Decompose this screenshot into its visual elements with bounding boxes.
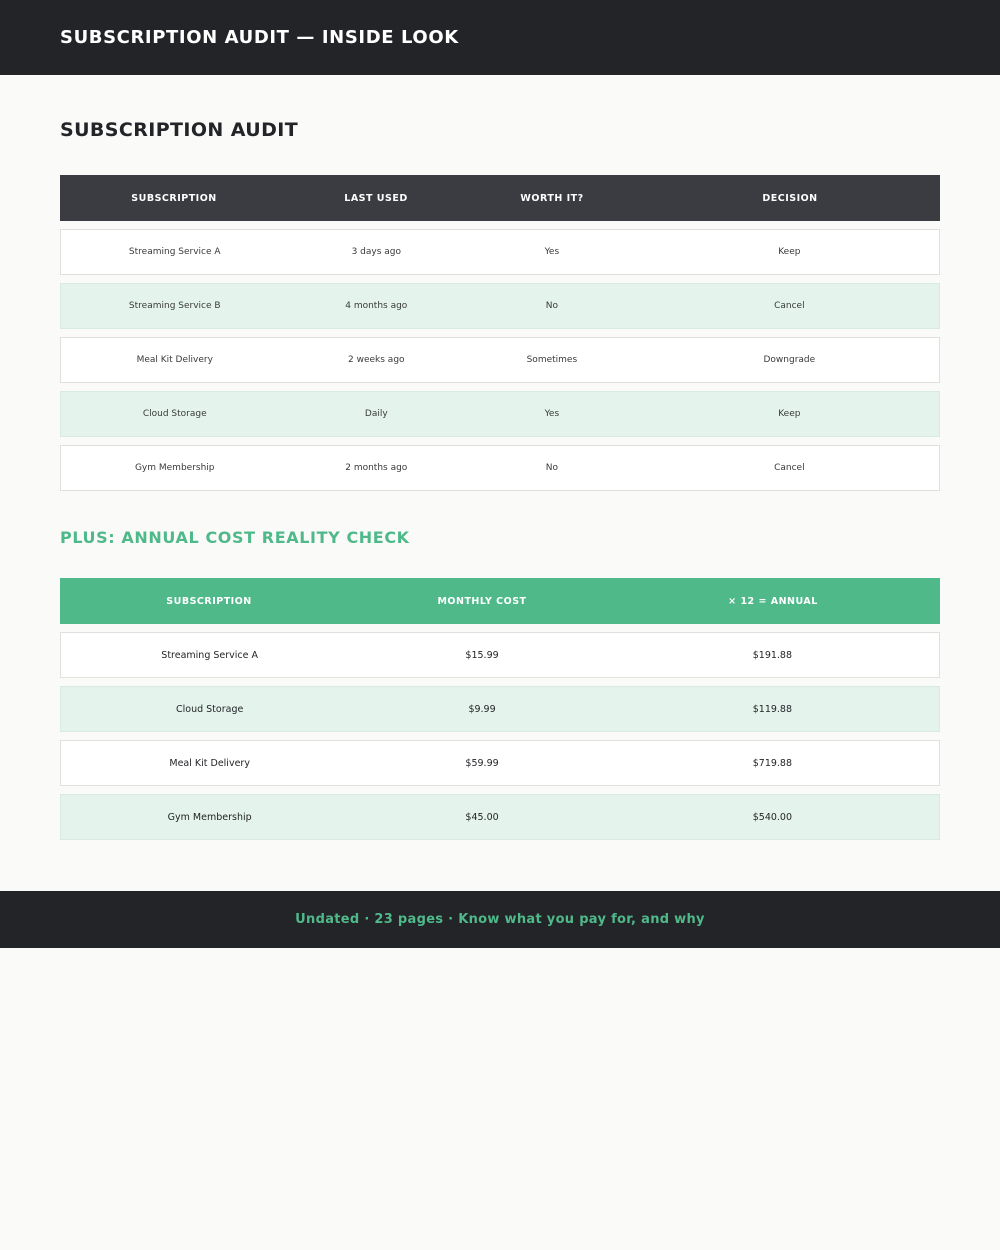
col-header-annual-cost: × 12 = ANNUAL bbox=[728, 595, 818, 607]
col-header-decision: DECISION bbox=[762, 192, 818, 204]
col-header-subscription: SUBSCRIPTION bbox=[131, 192, 217, 204]
cell-worth-it: Sometimes bbox=[526, 355, 578, 365]
cell-subscription: Gym Membership bbox=[167, 811, 252, 823]
cell-last-used: 2 months ago bbox=[345, 463, 408, 473]
cell-monthly-cost: $9.99 bbox=[468, 703, 496, 715]
cell-decision: Keep bbox=[778, 409, 801, 419]
cell-last-used: Daily bbox=[364, 409, 388, 419]
table-row bbox=[60, 337, 940, 383]
table-row bbox=[60, 283, 940, 329]
cell-subscription: Cloud Storage bbox=[142, 409, 207, 419]
table-row bbox=[60, 740, 940, 786]
table-row bbox=[60, 794, 940, 840]
cell-annual-cost: $540.00 bbox=[752, 811, 793, 823]
annual-cost-table-header bbox=[60, 578, 940, 624]
cell-decision: Cancel bbox=[774, 463, 805, 473]
audit-section-title: SUBSCRIPTION AUDIT bbox=[60, 119, 299, 141]
cell-worth-it: No bbox=[545, 463, 558, 473]
col-header-last-used: LAST USED bbox=[344, 192, 408, 204]
col-header-monthly-cost: MONTHLY COST bbox=[437, 595, 527, 607]
audit-table-header bbox=[60, 175, 940, 221]
table-row bbox=[60, 686, 940, 732]
col-header-subscription: SUBSCRIPTION bbox=[166, 595, 252, 607]
cell-last-used: 4 months ago bbox=[345, 301, 408, 311]
cell-subscription: Gym Membership bbox=[134, 463, 215, 473]
cell-annual-cost: $119.88 bbox=[752, 703, 793, 715]
cell-monthly-cost: $15.99 bbox=[465, 649, 499, 661]
cell-subscription: Cloud Storage bbox=[176, 703, 244, 715]
audit-table bbox=[60, 175, 940, 491]
cell-subscription: Streaming Service A bbox=[128, 247, 221, 257]
cell-worth-it: Yes bbox=[544, 409, 560, 419]
footer-text: Undated · 23 pages · Know what you pay for, and why bbox=[295, 912, 705, 927]
annual-cost-table bbox=[60, 578, 940, 840]
cell-monthly-cost: $45.00 bbox=[465, 811, 499, 823]
cell-monthly-cost: $59.99 bbox=[465, 757, 499, 769]
annual-cost-section-title: PLUS: ANNUAL COST REALITY CHECK bbox=[60, 528, 410, 547]
cell-last-used: 2 weeks ago bbox=[348, 355, 405, 365]
table-row bbox=[60, 229, 940, 275]
cell-worth-it: No bbox=[545, 301, 558, 311]
col-header-worth-it: WORTH IT? bbox=[520, 192, 584, 204]
cell-worth-it: Yes bbox=[544, 247, 560, 257]
cell-subscription: Streaming Service B bbox=[128, 301, 221, 311]
cell-decision: Downgrade bbox=[763, 355, 816, 365]
top-header bbox=[0, 0, 1000, 75]
cell-decision: Keep bbox=[778, 247, 801, 257]
cell-decision: Cancel bbox=[774, 301, 805, 311]
cell-annual-cost: $191.88 bbox=[752, 649, 793, 661]
cell-subscription: Meal Kit Delivery bbox=[136, 355, 213, 365]
cell-last-used: 3 days ago bbox=[351, 247, 401, 257]
table-row bbox=[60, 391, 940, 437]
table-row bbox=[60, 445, 940, 491]
footer-banner bbox=[0, 891, 1000, 948]
cell-subscription: Meal Kit Delivery bbox=[169, 757, 250, 769]
cell-subscription: Streaming Service A bbox=[161, 649, 259, 661]
cell-annual-cost: $719.88 bbox=[752, 757, 793, 769]
table-row bbox=[60, 632, 940, 678]
page-header-title: SUBSCRIPTION AUDIT — INSIDE LOOK bbox=[60, 27, 459, 48]
